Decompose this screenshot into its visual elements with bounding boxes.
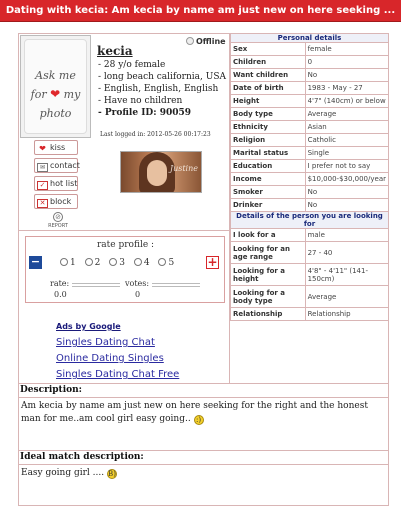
ads-title[interactable]: Ads by Google xyxy=(56,322,121,331)
detail-value: Average xyxy=(305,108,388,121)
personal-details-table xyxy=(230,33,389,321)
profile-id-value: 90059 xyxy=(159,108,191,118)
profile-photo[interactable] xyxy=(20,35,91,138)
detail-key: Drinker xyxy=(231,199,306,212)
photo-placeholder xyxy=(24,39,87,134)
description-top-line xyxy=(18,383,389,384)
ad-link[interactable]: Online Dating Singles xyxy=(56,353,164,364)
looking-key: Looking for a body type xyxy=(231,286,306,308)
photo-placeholder-line3: photo xyxy=(39,107,72,120)
contact-label: contact xyxy=(50,161,80,170)
looking-key: Relationship xyxy=(231,308,306,321)
rate-bar xyxy=(72,283,120,287)
description-text xyxy=(21,400,381,426)
rating-option-4[interactable] xyxy=(134,258,150,268)
radio-icon xyxy=(60,258,68,266)
detail-value: $10,000-$30,000/year xyxy=(305,173,388,186)
rating-option-label: 5 xyxy=(168,258,175,268)
detail-value: Asian xyxy=(305,121,388,134)
rating-option-1[interactable] xyxy=(60,258,76,268)
ad-link[interactable]: Singles Dating Chat Free xyxy=(56,369,180,380)
detail-key: Smoker xyxy=(231,186,306,199)
personal-details-header: Personal details xyxy=(231,34,389,43)
votes-label: votes: xyxy=(125,279,150,288)
radio-icon xyxy=(85,258,93,266)
looking-key: Looking for a height xyxy=(231,264,306,286)
rate-down-button[interactable]: − xyxy=(30,255,41,268)
fact-location: - long beach california, USA xyxy=(98,72,226,82)
last-logged-in: Last logged in: 2012-05-26 00:17:23 xyxy=(100,131,211,138)
rating-option-5[interactable] xyxy=(158,258,174,268)
detail-key: Height xyxy=(231,95,306,108)
detail-value: No xyxy=(305,186,388,199)
description-body: Am kecia by name am just new on here seeking for the right and the honest man for me..am cool girl easy going.. xyxy=(21,401,368,424)
looking-key: Looking for an age range xyxy=(231,242,306,264)
thumb-face xyxy=(147,160,167,186)
ideal-match-divider xyxy=(18,464,389,465)
rating-option-label: 4 xyxy=(143,258,150,268)
detail-value: female xyxy=(305,43,388,56)
rating-option-label: 1 xyxy=(70,258,76,268)
detail-key: Religion xyxy=(231,134,306,147)
kiss-button[interactable] xyxy=(34,140,78,155)
looking-key: I look for a xyxy=(231,229,306,242)
description-title: Description: xyxy=(20,385,82,395)
detail-value: 4'7" (140cm) or below xyxy=(305,95,388,108)
report-label: REPORT xyxy=(48,223,68,229)
detail-value: No xyxy=(305,199,388,212)
fact-children: - Have no children xyxy=(98,96,183,106)
fact-age: - 28 y/o female xyxy=(98,60,166,70)
profile-thumbnail[interactable] xyxy=(120,151,202,193)
rate-value: 0.0 xyxy=(54,290,67,299)
ideal-match-title: Ideal match description: xyxy=(20,452,144,462)
personal-details-panel xyxy=(230,33,389,321)
description-divider xyxy=(18,397,389,398)
ad-link[interactable]: Singles Dating Chat xyxy=(56,337,155,348)
status-dot-icon xyxy=(186,37,194,45)
block-label: block xyxy=(50,197,72,206)
photo-placeholder-line1: Ask me xyxy=(35,69,76,82)
x-box-icon: ✕ xyxy=(37,199,48,208)
looking-value: Average xyxy=(305,286,388,308)
photo-placeholder-line2a: for xyxy=(30,88,47,101)
looking-value: male xyxy=(305,229,388,242)
detail-key: Body type xyxy=(231,108,306,121)
rating-option-label: 2 xyxy=(94,258,101,268)
rate-label: rate: xyxy=(50,279,70,288)
detail-key: Want children xyxy=(231,69,306,82)
detail-key: Date of birth xyxy=(231,82,306,95)
smiley-icon: :) xyxy=(194,415,204,425)
section-divider xyxy=(18,230,230,231)
rate-up-button[interactable]: + xyxy=(207,255,218,269)
votes-value: 0 xyxy=(135,290,141,299)
photo-placeholder-line2b: my xyxy=(63,88,81,101)
rating-title: rate profile : xyxy=(97,240,155,250)
rating-option-2[interactable] xyxy=(85,258,101,268)
hotlist-button[interactable] xyxy=(34,176,78,191)
cool-smiley-icon: B) xyxy=(108,470,116,478)
heart-icon: ❤ xyxy=(50,87,61,101)
profile-id xyxy=(98,107,230,119)
looking-value: 27 - 40 xyxy=(305,242,388,264)
detail-value: 0 xyxy=(305,56,388,69)
detail-key: Ethnicity xyxy=(231,121,306,134)
detail-value: I prefer not to say xyxy=(305,160,388,173)
contact-button[interactable] xyxy=(34,158,78,173)
detail-key: Income xyxy=(231,173,306,186)
report-icon: ⊘ xyxy=(53,212,63,222)
detail-key: Marital status xyxy=(231,147,306,160)
page-title-bar: Dating with kecia: Am kecia by name am just new on here seeking ... xyxy=(0,0,401,22)
envelope-icon: ✉ xyxy=(37,163,48,172)
checkbox-icon: ✓ xyxy=(37,181,48,190)
kiss-label: kiss xyxy=(50,143,66,152)
radio-icon xyxy=(109,258,117,266)
looking-value: 4'8" - 4'11" (141-150cm) xyxy=(305,264,388,286)
ideal-match-text xyxy=(21,467,381,480)
lips-icon: ❤ xyxy=(39,144,46,153)
rating-options xyxy=(60,258,200,268)
username-link[interactable]: kecia xyxy=(97,44,133,58)
detail-value: Single xyxy=(305,147,388,160)
radio-icon xyxy=(158,258,166,266)
report-button[interactable] xyxy=(44,212,72,229)
detail-key: Children xyxy=(231,56,306,69)
radio-icon xyxy=(134,258,142,266)
looking-value: Relationship xyxy=(305,308,388,321)
detail-key: Sex xyxy=(231,43,306,56)
detail-value: No xyxy=(305,69,388,82)
votes-bar xyxy=(152,283,200,287)
fact-languages: - English, English, English xyxy=(98,84,219,94)
status-label: Offline xyxy=(196,37,226,46)
rating-option-3[interactable] xyxy=(109,258,125,268)
thumb-watermark: Justine xyxy=(169,164,198,173)
detail-key: Education xyxy=(231,160,306,173)
profile-actions xyxy=(34,140,80,212)
profile-id-label: - Profile ID: xyxy=(98,108,157,118)
rating-option-label: 3 xyxy=(119,258,125,268)
profile-facts xyxy=(98,59,230,119)
detail-value: 1983 - May - 27 xyxy=(305,82,388,95)
block-button[interactable] xyxy=(34,194,78,209)
ideal-match-body: Easy going girl .... xyxy=(21,468,105,478)
hotlist-label: hot list xyxy=(50,179,78,188)
looking-for-header: Details of the person you are looking for xyxy=(231,212,389,229)
online-status xyxy=(186,37,226,46)
ideal-match-top-line xyxy=(18,450,389,451)
detail-value: Catholic xyxy=(305,134,388,147)
